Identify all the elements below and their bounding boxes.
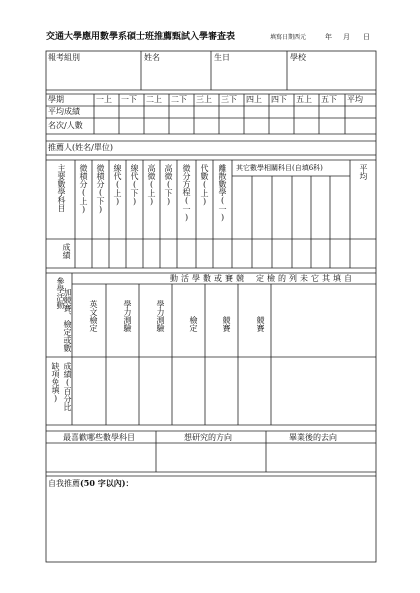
favorite-subjects-label: 最喜歡哪些數學科目: [63, 433, 135, 442]
term-cell: 一上: [96, 95, 112, 104]
participation-label: 加競賽、檢定或數: [63, 288, 72, 352]
subject-header: 微分方程(一): [182, 164, 191, 222]
activity-column: 英文檢定: [89, 300, 98, 332]
subjects-section-label: 主要數學科目: [57, 164, 66, 212]
activity-column: 學力測驗: [156, 300, 165, 332]
term-cell: 二上: [146, 95, 162, 104]
subject-header: 線代(上): [113, 164, 122, 206]
term-cell: 二下: [171, 95, 187, 104]
self-recommendation-label: 自我推薦: [48, 479, 80, 488]
subject-header: 高微(上): [147, 164, 156, 206]
name-label: 姓名: [144, 53, 160, 62]
activity-column: 學力測驗: [123, 300, 132, 332]
activities-banner: 動活學數或賽競: [170, 274, 247, 283]
self-recommendation: [48, 479, 134, 488]
activity-score-label: 成績(百分比: [63, 362, 72, 411]
subject-header: 代數(上): [200, 164, 209, 206]
fill-date-label: 填寫日期西元: [270, 34, 307, 41]
activities-section-label: 參學活動: [56, 277, 65, 309]
school-label: 學校: [290, 53, 306, 62]
term-cell: 一下: [121, 95, 137, 104]
term-cell: 四上: [246, 95, 262, 104]
subject-score-label: 成績: [62, 243, 71, 259]
career-plan-label: 畢業後的去向: [289, 433, 337, 442]
subject-header: 微積分(上): [79, 164, 88, 214]
term-average: 平均: [347, 95, 363, 104]
term-label: 學期: [48, 95, 64, 104]
term-cell: 五上: [296, 95, 312, 104]
subject-header: 微積分(下): [96, 164, 105, 214]
form-title: 交通大學應用數學系碩士班推薦甄試入學審查表: [46, 32, 236, 42]
subject-average-label: 平均: [359, 164, 368, 180]
rank-label: 名次/人數: [48, 121, 83, 130]
activity-column: 競賽: [256, 316, 265, 332]
term-cell: 三上: [196, 95, 212, 104]
other-subjects-label: 其它數學相關科目(自填6科): [236, 164, 323, 172]
subject-header: 高微(下): [164, 164, 173, 206]
birthday-label: 生日: [214, 53, 230, 62]
term-cell: 三下: [221, 95, 237, 104]
activity-rank-note: 缺項免填): [51, 362, 60, 403]
term-cell: 四下: [271, 95, 287, 104]
recommender-label: 推薦人(姓名/單位): [48, 143, 113, 152]
date-year: 年: [325, 33, 332, 41]
term-cell: 五下: [321, 95, 337, 104]
activity-column: 競賽: [222, 316, 231, 332]
average-score-label: 平均成績: [48, 107, 80, 116]
activities-banner-tail: 定檢的列未它其填自: [256, 274, 355, 283]
activity-column: 檢定: [189, 316, 198, 332]
subject-header: 離散數學(一): [218, 164, 227, 222]
date-day: 日: [363, 33, 370, 41]
subject-header: 線代(下): [130, 164, 139, 206]
group-label: 報考組別: [48, 53, 80, 62]
date-month: 月: [343, 33, 350, 41]
research-direction-label: 想研究的方向: [184, 433, 232, 442]
self-recommendation-limit: (50 字以內)：: [80, 478, 134, 488]
